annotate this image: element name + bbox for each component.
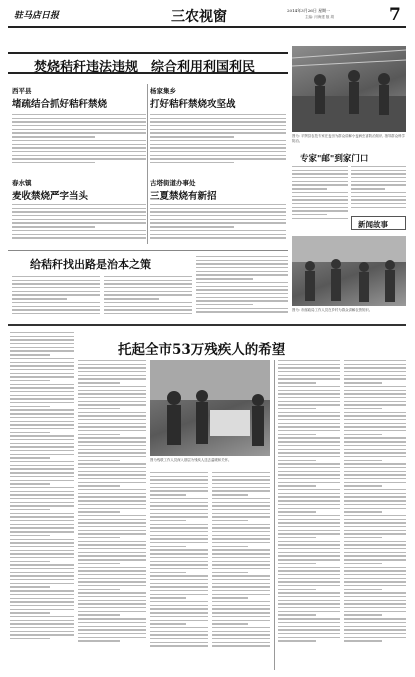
article-title: 专家"邮"到家门口: [300, 154, 369, 164]
photo-caption: 图为: 平舆县农技专家在麦田为群众讲解小麦病虫害防治知识, 指导群众科学防治。: [292, 134, 405, 143]
article-kicker: 西平县: [12, 87, 32, 95]
article-title: 三夏禁烧有新招: [150, 191, 217, 202]
section-title: 三农视窗: [171, 9, 227, 25]
paper-name: 驻马店日报: [14, 11, 60, 21]
column-rule: [274, 360, 275, 670]
page-divider: [8, 324, 406, 326]
article-title: 给秸秆找出路是治本之策: [30, 258, 151, 271]
article-title: 托起全市53万残疾人的希望: [118, 342, 286, 358]
article-body: [278, 360, 340, 670]
article-body: [12, 276, 100, 320]
photo-right-mid: [292, 236, 406, 306]
article-body: [104, 276, 192, 320]
article-body: [344, 360, 406, 670]
article-body: [12, 114, 146, 172]
masthead: [8, 6, 406, 44]
date-line: 2014年3月26日 星期一: [287, 8, 331, 13]
article-title: 堵疏结合抓好秸秆禁烧: [12, 99, 108, 110]
section-rule: [8, 250, 288, 251]
article-kicker: 古塔街道办事处: [150, 179, 196, 187]
photo-caption: 图为残联工作人员深入基层为残疾人送去温暖和关怀。: [150, 458, 232, 462]
article-body: [12, 204, 146, 244]
news-story-box: [351, 216, 406, 230]
article-title: 打好秸秆禁烧攻坚战: [150, 99, 236, 110]
field-scene-graphic: [292, 46, 406, 132]
article-body: [351, 166, 406, 214]
article-body: [212, 472, 270, 670]
column-rule: [147, 84, 148, 244]
article-kicker: 春水镇: [12, 179, 32, 187]
article-body: [10, 332, 74, 670]
article-body: [292, 166, 348, 226]
page-number: 7: [389, 5, 401, 25]
article-title: 麦收禁烧严字当头: [12, 191, 89, 202]
news-story-label: 新闻故事: [358, 220, 388, 229]
banner-box: [8, 52, 288, 74]
people-scene-graphic: [292, 236, 406, 306]
event-scene-graphic: [150, 360, 270, 456]
article-body: [150, 114, 286, 172]
article-body: [150, 204, 286, 244]
photo-caption: 图为: 市邮政局工作人员在乡村为群众讲解农资知识。: [292, 308, 373, 312]
banner-headline: 焚烧秸秆违法违规 综合利用利国利民: [34, 60, 256, 75]
article-kicker: 杨家集乡: [150, 87, 176, 95]
article-body: [150, 472, 208, 670]
photo-right-top: [292, 46, 406, 132]
photo-bottom: [150, 360, 270, 456]
article-body: [196, 256, 288, 320]
article-body: [78, 360, 146, 670]
editor-line: 主编: 闫海建 版 胡: [305, 15, 335, 19]
masthead-rule: [8, 26, 406, 28]
